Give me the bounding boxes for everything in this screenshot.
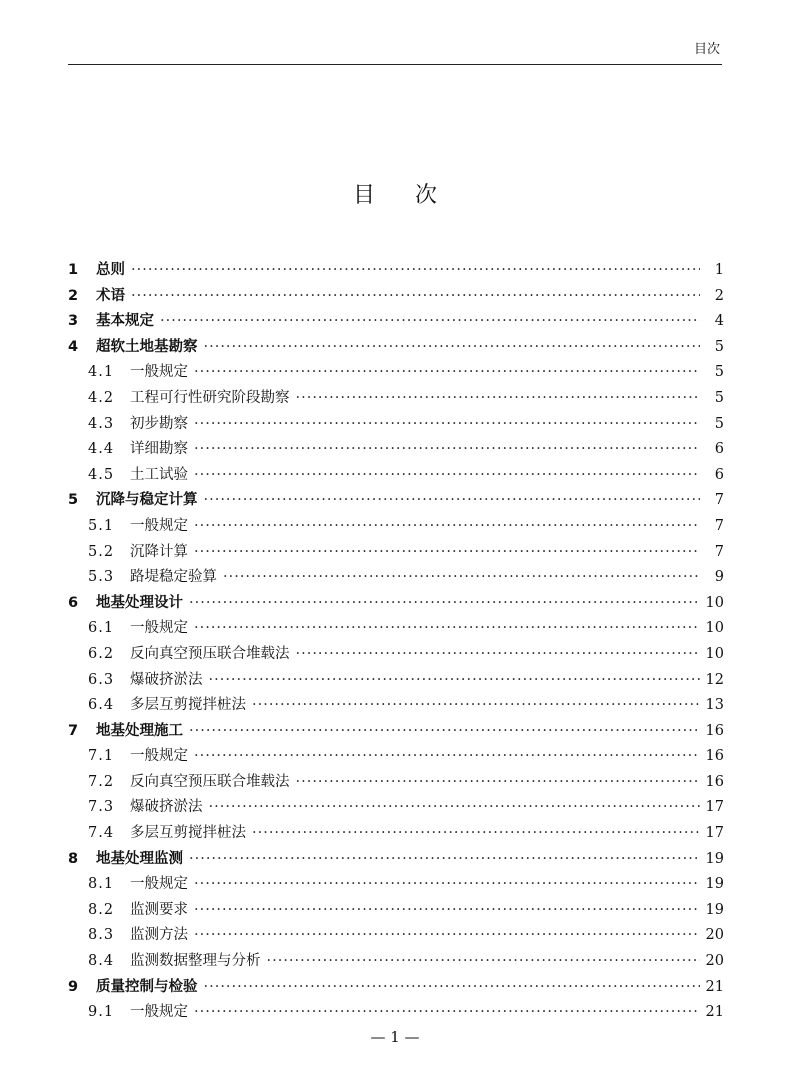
toc-entry-title: 沉降与稳定计算: [96, 492, 198, 509]
toc-entry-number: 5: [68, 492, 79, 509]
toc-entry-title: 术语: [96, 287, 125, 304]
dot-leader: [194, 744, 700, 770]
toc-entry-title: 地基处理监测: [96, 850, 183, 867]
toc-entry[interactable]: [68, 872, 724, 898]
dot-leader: [194, 923, 700, 949]
toc-entry-number: 8: [68, 850, 79, 867]
toc-entry-page: 5: [714, 389, 724, 406]
toc-entry-number: 8.3: [88, 927, 115, 944]
toc-entry-page: 13: [705, 697, 724, 714]
toc-entry-title: 监测数据整理与分析: [130, 953, 261, 970]
dot-leader: [204, 335, 701, 361]
toc-entry-page: 17: [705, 799, 724, 816]
toc-entry-page: 1: [714, 262, 724, 278]
toc-entry-page: 16: [705, 748, 724, 765]
toc-entry[interactable]: [68, 1000, 724, 1026]
toc-entry-page: 10: [705, 594, 724, 611]
table-of-contents: [68, 258, 724, 1026]
dot-leader: [194, 412, 700, 438]
toc-entry-page: 5: [714, 364, 724, 381]
toc-entry-title: 监测方法: [130, 927, 188, 944]
toc-entry-title: 基本规定: [96, 313, 154, 330]
toc-entry[interactable]: [68, 898, 724, 924]
toc-entry-page: 9: [714, 569, 724, 586]
toc-entry-number: 7.4: [88, 825, 115, 842]
toc-entry-number: 4: [68, 338, 79, 355]
toc-entry[interactable]: [68, 642, 724, 668]
toc-entry-page: 6: [714, 466, 724, 483]
toc-entry-number: 6.3: [88, 671, 115, 688]
dot-leader: [189, 719, 700, 745]
toc-entry-title: 一般规定: [130, 1004, 188, 1021]
toc-entry-number: 4.2: [88, 389, 115, 406]
toc-entry[interactable]: [68, 514, 724, 540]
toc-entry-title: 多层互剪搅拌桩法: [130, 697, 246, 714]
toc-entry-page: 10: [705, 645, 724, 662]
dot-leader: [194, 514, 700, 540]
toc-entry-page: 6: [714, 441, 724, 458]
toc-entry-title: 质量控制与检验: [96, 978, 198, 995]
toc-entry-title: 爆破挤淤法: [130, 799, 203, 816]
toc-entry[interactable]: [68, 360, 724, 386]
dot-leader: [194, 463, 700, 489]
page-number: — 1 —: [370, 1028, 420, 1046]
dot-leader: [296, 642, 700, 668]
toc-entry[interactable]: [68, 770, 724, 796]
toc-entry[interactable]: [68, 693, 724, 719]
dot-leader: [209, 668, 700, 694]
dot-leader: [189, 591, 700, 617]
dot-leader: [204, 488, 701, 514]
toc-entry[interactable]: [68, 309, 724, 335]
toc-entry-number: 3: [68, 313, 79, 330]
dot-leader: [189, 847, 700, 873]
toc-entry[interactable]: [68, 540, 724, 566]
toc-entry-title: 反向真空预压联合堆载法: [130, 645, 290, 662]
toc-entry-page: 7: [714, 517, 724, 534]
toc-entry-title: 土工试验: [130, 466, 188, 483]
toc-entry[interactable]: [68, 668, 724, 694]
toc-entry-title: 详细勘察: [130, 441, 188, 458]
toc-entry-title: 爆破挤淤法: [130, 671, 203, 688]
toc-entry[interactable]: [68, 488, 724, 514]
toc-entry-number: 4.5: [88, 466, 115, 483]
dot-leader: [252, 693, 700, 719]
toc-entry-page: 12: [705, 671, 724, 688]
toc-entry-page: 10: [705, 620, 724, 637]
dot-leader: [296, 386, 701, 412]
toc-entry-title: 路堤稳定验算: [130, 569, 217, 586]
toc-entry-number: 6: [68, 594, 79, 611]
toc-entry-number: 6.1: [88, 620, 115, 637]
toc-entry[interactable]: [68, 719, 724, 745]
toc-entry-number: 7: [68, 722, 79, 739]
toc-entry-number: 8.2: [88, 901, 115, 918]
dot-leader: [160, 309, 700, 335]
dot-leader: [194, 898, 700, 924]
toc-entry-page: 16: [705, 773, 724, 790]
toc-entry[interactable]: [68, 591, 724, 617]
toc-entry-page: 21: [705, 1004, 724, 1021]
toc-entry-page: 21: [705, 978, 724, 995]
toc-entry-title: 一般规定: [130, 876, 188, 893]
toc-entry-number: 5.2: [88, 543, 115, 560]
dot-leader: [194, 540, 700, 566]
toc-entry-number: 4.1: [88, 364, 115, 381]
toc-entry-page: 4: [714, 313, 724, 330]
page-title: 目次: [352, 183, 477, 208]
toc-entry-title: 监测要求: [130, 901, 188, 918]
running-header: 目次: [693, 42, 720, 57]
header-rule: [68, 64, 722, 65]
toc-entry[interactable]: [68, 821, 724, 847]
toc-entry-number: 5.1: [88, 517, 115, 534]
dot-leader: [204, 975, 700, 1001]
toc-entry-number: 4.4: [88, 441, 115, 458]
toc-entry-page: 5: [714, 338, 724, 355]
toc-entry[interactable]: [68, 847, 724, 873]
dot-leader: [223, 565, 700, 591]
toc-entry-number: 1: [68, 262, 79, 278]
dot-leader: [209, 795, 700, 821]
toc-entry-title: 一般规定: [130, 748, 188, 765]
toc-entry-page: 2: [714, 287, 724, 304]
dot-leader: [267, 949, 700, 975]
toc-entry-title: 初步勘察: [130, 415, 188, 432]
dot-leader: [296, 770, 700, 796]
toc-entry[interactable]: [68, 386, 724, 412]
toc-entry[interactable]: [68, 463, 724, 489]
toc-entry-number: 9: [68, 978, 79, 995]
toc-entry-number: 8.4: [88, 953, 115, 970]
toc-entry-title: 一般规定: [130, 364, 188, 381]
toc-entry-page: 19: [705, 876, 724, 893]
dot-leader: [194, 1000, 700, 1026]
toc-entry[interactable]: [68, 795, 724, 821]
toc-entry[interactable]: [68, 565, 724, 591]
dot-leader: [131, 284, 700, 310]
toc-entry-number: 7.1: [88, 748, 115, 765]
toc-entry[interactable]: [68, 949, 724, 975]
toc-entry[interactable]: [68, 258, 724, 284]
dot-leader: [131, 258, 700, 284]
toc-entry-title: 总则: [96, 262, 125, 278]
toc-entry-title: 地基处理施工: [96, 722, 183, 739]
toc-entry-title: 工程可行性研究阶段勘察: [130, 389, 290, 406]
toc-entry-page: 5: [714, 415, 724, 432]
dot-leader: [252, 821, 700, 847]
dot-leader: [194, 616, 700, 642]
toc-entry-title: 反向真空预压联合堆载法: [130, 773, 290, 790]
toc-entry-page: 16: [705, 722, 724, 739]
toc-entry-page: 19: [705, 901, 724, 918]
toc-entry[interactable]: [68, 284, 724, 310]
toc-entry[interactable]: [68, 412, 724, 438]
toc-entry[interactable]: [68, 616, 724, 642]
toc-entry-number: 5.3: [88, 569, 115, 586]
toc-entry-number: 6.4: [88, 697, 115, 714]
toc-entry-page: 20: [705, 953, 724, 970]
toc-entry-number: 4.3: [88, 415, 115, 432]
toc-entry-number: 9.1: [88, 1004, 115, 1021]
toc-entry-title: 多层互剪搅拌桩法: [130, 825, 246, 842]
toc-entry-title: 沉降计算: [130, 543, 188, 560]
toc-entry-page: 7: [714, 543, 724, 560]
toc-entry[interactable]: [68, 744, 724, 770]
toc-entry[interactable]: [68, 975, 724, 1001]
toc-entry-page: 19: [705, 850, 724, 867]
toc-entry-title: 一般规定: [130, 620, 188, 637]
dot-leader: [194, 437, 700, 463]
toc-entry-title: 地基处理设计: [96, 594, 183, 611]
toc-entry-number: 8.1: [88, 876, 115, 893]
dot-leader: [194, 872, 700, 898]
toc-entry-number: 6.2: [88, 645, 115, 662]
toc-entry-title: 超软土地基勘察: [96, 338, 198, 355]
toc-entry-title: 一般规定: [130, 517, 188, 534]
toc-entry-number: 2: [68, 287, 79, 304]
toc-entry[interactable]: [68, 335, 724, 361]
toc-entry-page: 17: [705, 825, 724, 842]
toc-entry[interactable]: [68, 923, 724, 949]
toc-entry[interactable]: [68, 437, 724, 463]
toc-entry-page: 7: [714, 492, 724, 509]
toc-entry-page: 20: [705, 927, 724, 944]
toc-entry-number: 7.2: [88, 773, 115, 790]
toc-entry-number: 7.3: [88, 799, 115, 816]
dot-leader: [194, 360, 700, 386]
